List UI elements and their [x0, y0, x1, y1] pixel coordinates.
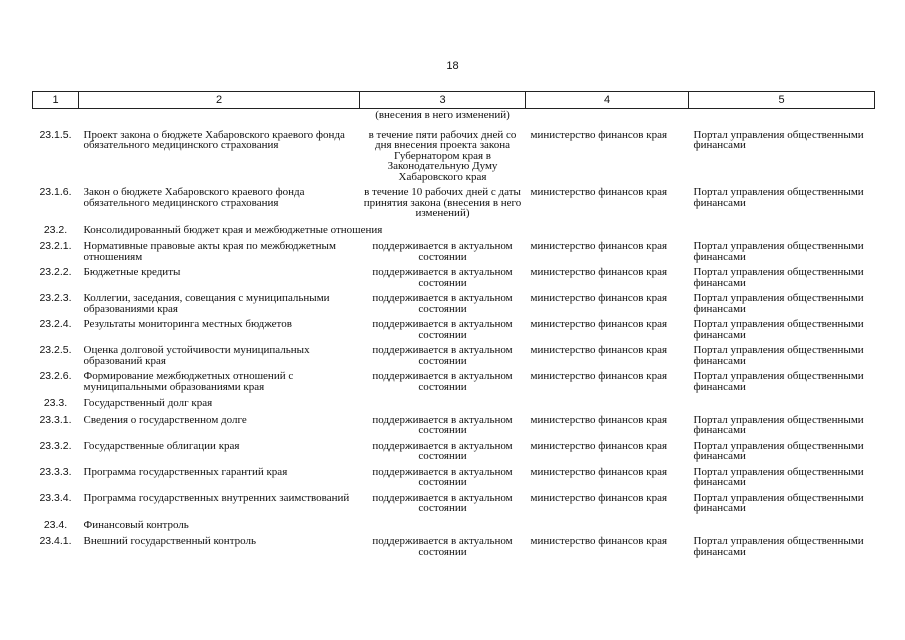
row-number: 23.1.6.: [39, 186, 72, 198]
item-name: Формирование межбюджетных отношений с муниципальными образованиями края: [83, 370, 294, 393]
table-row: [33, 315, 875, 341]
item-responsible: министерство финансов края: [530, 535, 668, 547]
row-number: 23.2.3.: [39, 292, 72, 304]
item-name: Оценка долговой устойчивости муниципальных образований края: [83, 344, 310, 367]
item-place: Портал управления общественными финансами: [693, 240, 864, 263]
item-term: поддерживается в актуальном состоянии: [372, 491, 513, 514]
header-col-3: 3: [360, 92, 526, 109]
item-responsible: министерство финансов края: [530, 186, 668, 198]
row-number: 23.2.1.: [39, 240, 72, 252]
header-row: [33, 92, 875, 109]
item-term: поддерживается в актуальном состоянии: [372, 413, 513, 436]
table-row: [33, 341, 875, 367]
document-table: [32, 91, 875, 558]
section-heading: Государственный долг края: [83, 397, 213, 409]
item-place: Портал управления общественными финансами: [693, 186, 864, 209]
item-term: поддерживается в актуальном состоянии: [372, 344, 513, 367]
item-term: поддерживается в актуальном состоянии: [372, 266, 513, 289]
item-place: Портал управления общественными финансами: [693, 465, 864, 488]
section-heading-row: [33, 220, 875, 238]
table-row: [33, 463, 875, 489]
header-col-2: 2: [79, 92, 360, 109]
section-heading: Финансовый контроль: [83, 518, 189, 531]
item-responsible: министерство финансов края: [530, 240, 668, 252]
item-term: в течение пяти рабочих дней со дня внесения проекта закона Губернатором края в Законодательную Думу Хабаровского края: [368, 128, 517, 183]
table-row: [33, 532, 875, 558]
table-row: [33, 411, 875, 437]
continuation-text: (внесения в него изменений): [375, 109, 510, 121]
table-row: [33, 367, 875, 393]
item-responsible: министерство финансов края: [530, 370, 668, 382]
item-place: Портал управления общественными финансами: [693, 439, 864, 462]
item-place: Портал управления общественными финансами: [693, 370, 864, 393]
item-responsible: министерство финансов края: [530, 413, 668, 426]
item-term: в течение 10 рабочих дней с даты принятия закона (внесения в него изменений): [363, 186, 522, 219]
item-name: Внешний государственный контроль: [83, 535, 256, 547]
item-term: поддерживается в актуальном состоянии: [372, 465, 513, 488]
item-responsible: министерство финансов края: [530, 344, 668, 356]
row-number: 23.3.3.: [39, 465, 72, 478]
item-name: Проект закона о бюджете Хабаровского краевого фонда обязательного медицинского страхования: [83, 128, 345, 151]
header-col-1: 1: [33, 92, 79, 109]
row-number: 23.2.6.: [39, 370, 72, 382]
row-number: 23.3.2.: [39, 439, 72, 452]
item-name: Сведения о государственном долге: [83, 413, 247, 426]
item-place: Портал управления общественными финансами: [693, 266, 864, 289]
item-place: Портал управления общественными финансами: [693, 128, 864, 151]
row-number: 23.3.4.: [39, 491, 72, 504]
item-responsible: министерство финансов края: [530, 318, 668, 330]
table-row: [33, 126, 875, 184]
item-term: поддерживается в актуальном состоянии: [372, 318, 513, 341]
row-number: 23.2.2.: [39, 266, 72, 278]
header-col-4: 4: [526, 92, 689, 109]
item-responsible: министерство финансов края: [530, 491, 668, 504]
row-number: 23.2.: [43, 223, 68, 236]
item-place: Портал управления общественными финансами: [693, 318, 864, 341]
item-name: Нормативные правовые акты края по межбюджетным отношениям: [83, 240, 336, 263]
table-row: [33, 237, 875, 263]
item-place: Портал управления общественными финансами: [693, 413, 864, 436]
item-name: Программа государственных гарантий края: [83, 465, 288, 478]
table-row: [33, 289, 875, 315]
row-number: 23.4.: [43, 518, 68, 531]
section-heading-row: [33, 393, 875, 411]
item-name: Результаты мониторинга местных бюджетов: [83, 318, 292, 330]
item-place: Портал управления общественными финансами: [693, 535, 864, 558]
header-col-5: 5: [689, 92, 875, 109]
continuation-row: [33, 109, 875, 126]
item-term: поддерживается в актуальном состоянии: [372, 439, 513, 462]
row-number: 23.2.5.: [39, 344, 72, 356]
item-name: Государственные облигации края: [83, 439, 240, 452]
page-number: 18: [446, 60, 459, 72]
section-heading: Консолидированный бюджет края и межбюджетные отношения: [83, 223, 383, 236]
item-responsible: министерство финансов края: [530, 292, 668, 304]
row-number: 23.4.1.: [39, 535, 72, 547]
item-responsible: министерство финансов края: [530, 439, 668, 452]
table-row: [33, 437, 875, 463]
item-responsible: министерство финансов края: [530, 266, 668, 278]
item-name: Бюджетные кредиты: [83, 266, 181, 278]
item-term: поддерживается в актуальном состоянии: [372, 240, 513, 263]
row-number: 23.2.4.: [39, 318, 72, 330]
item-name: Коллегии, заседания, совещания с муниципальными образованиями края: [83, 292, 330, 315]
row-number: 23.1.5.: [39, 128, 72, 141]
table-row: [33, 183, 875, 220]
item-responsible: министерство финансов края: [530, 128, 668, 141]
item-place: Портал управления общественными финансами: [693, 491, 864, 514]
table-row: [33, 489, 875, 515]
item-term: поддерживается в актуальном состоянии: [372, 292, 513, 315]
section-heading-row: [33, 515, 875, 533]
item-name: Программа государственных внутренних заимствований: [83, 491, 350, 504]
row-number: 23.3.1.: [39, 413, 72, 426]
item-place: Портал управления общественными финансами: [693, 344, 864, 367]
item-name: Закон о бюджете Хабаровского краевого фонда обязательного медицинского страхования: [83, 186, 305, 209]
item-place: Портал управления общественными финансами: [693, 292, 864, 315]
table-row: [33, 263, 875, 289]
row-number: 23.3.: [43, 397, 68, 409]
item-responsible: министерство финансов края: [530, 465, 668, 478]
item-term: поддерживается в актуальном состоянии: [372, 535, 513, 558]
item-term: поддерживается в актуальном состоянии: [372, 370, 513, 393]
